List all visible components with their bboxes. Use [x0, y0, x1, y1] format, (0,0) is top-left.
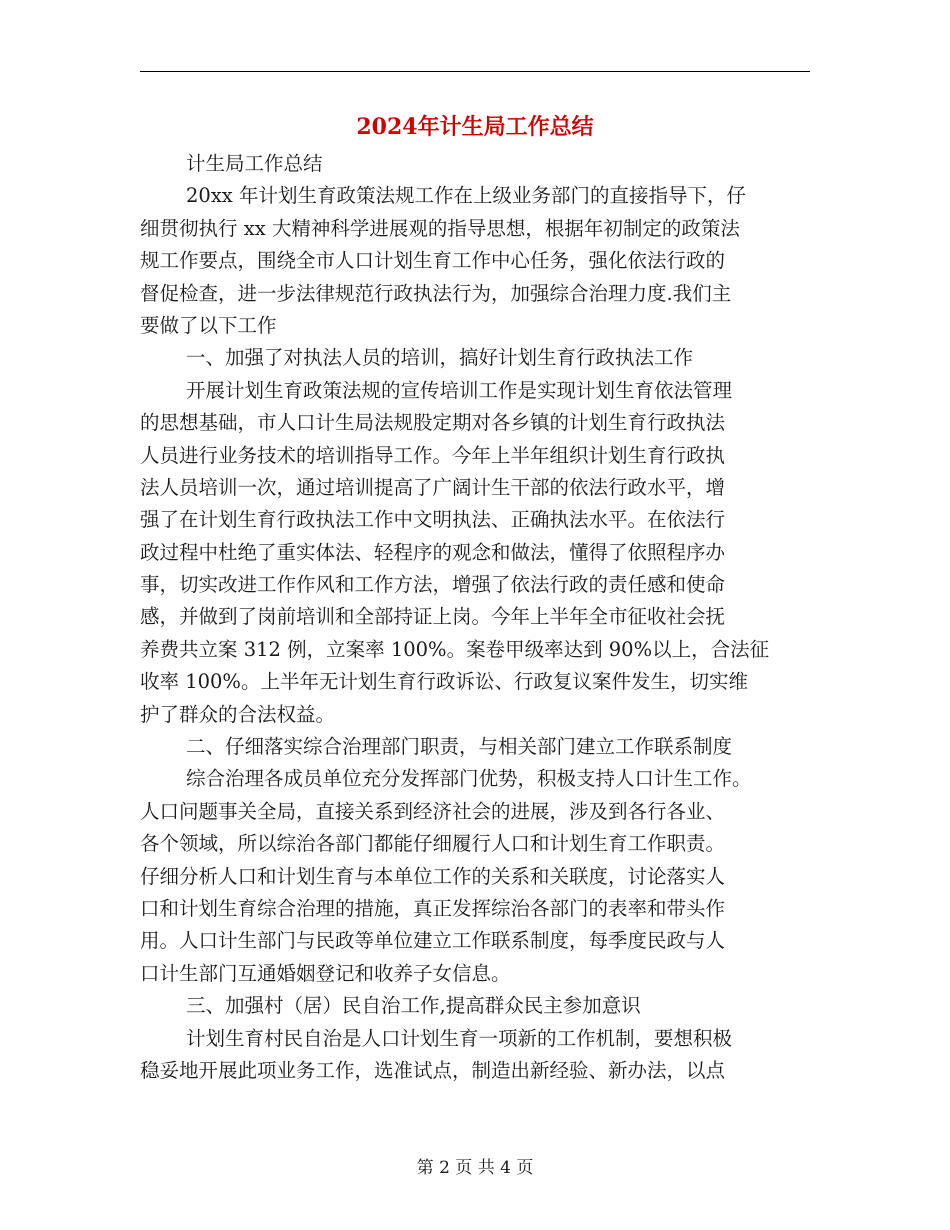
text-line: 用。人口计生部门与民政等单位建立工作联系制度，每季度民政与人: [140, 929, 726, 953]
text-line: 计划生育村民自治是人口计划生育一项新的工作机制，要想积极: [186, 1026, 733, 1050]
text-line: 的思想基础，市人口计生局法规股定期对各乡镇的计划生育行政执法: [140, 411, 726, 435]
text-line: 人口问题事关全局，直接关系到经济社会的进展，涉及到各行各业、: [140, 799, 726, 823]
text-line: 护了群众的合法权益。: [140, 702, 336, 726]
text-line: 法人员培训一次，通过培训提高了广阔计生干部的依法行政水平，增: [140, 475, 726, 499]
text-line: 养费共立案 312 例，立案率 100%。案卷甲级率达到 90%以上，合法征: [140, 637, 770, 661]
text-line: 一、加强了对执法人员的培训，搞好计划生育行政执法工作: [186, 346, 694, 370]
text-line: 督促检查，进一步法律规范行政执法行为，加强综合治理力度.我们主: [140, 281, 732, 305]
text-line: 要做了以下工作: [140, 313, 277, 337]
text-line: 稳妥地开展此项业务工作，选准试点，制造出新经验、新办法，以点: [140, 1058, 726, 1082]
header-rule: [140, 71, 810, 72]
document-title: 2024年计生局工作总结: [356, 114, 594, 140]
text-line: 事，切实改进工作作风和工作方法，增强了依法行政的责任感和使命: [140, 573, 726, 597]
text-line: 口和计划生育综合治理的措施，真正发挥综治各部门的表率和带头作: [140, 896, 726, 920]
text-line: 细贯彻执行 xx 大精神科学进展观的指导思想，根据年初制定的政策法: [140, 216, 740, 240]
document-body: [140, 148, 820, 1087]
text-line: 二、仔细落实综合治理部门职责，与相关部门建立工作联系制度: [186, 735, 733, 759]
page-footer: 第 2 页 共 4 页: [416, 1158, 534, 1178]
text-line: 收率 100%。上半年无计划生育行政诉讼、行政复议案件发生，切实维: [140, 670, 748, 694]
text-line: 感，并做到了岗前培训和全部持证上岗。今年上半年全市征收社会抚: [140, 605, 726, 629]
text-line: 三、加强村（居）民自治工作,提高群众民主参加意识: [186, 994, 641, 1018]
text-line: 计生局工作总结: [186, 152, 323, 175]
text-line: 口计生部门互通婚姻登记和收养子女信息。: [140, 961, 511, 985]
text-line: 20xx 年计划生育政策法规工作在上级业务部门的直接指导下，仔: [186, 184, 747, 208]
text-line: 人员进行业务技术的培训指导工作。今年上半年组织计划生育行政执: [140, 443, 726, 467]
text-line: 强了在计划生育行政执法工作中文明执法、正确执法水平。在依法行: [140, 508, 726, 532]
text-line: 各个领域，所以综治各部门都能仔细履行人口和计划生育工作职责。: [140, 832, 726, 856]
text-line: 综合治理各成员单位充分发挥部门优势，积极支持人口计生工作。: [186, 767, 752, 791]
text-line: 政过程中杜绝了重实体法、轻程序的观念和做法，懂得了依照程序办: [140, 540, 726, 564]
text-line: 规工作要点，围绕全市人口计划生育工作中心任务，强化依法行政的: [140, 249, 726, 273]
text-line: 仔细分析人口和计划生育与本单位工作的关系和关联度，讨论落实人: [140, 864, 726, 888]
text-line: 开展计划生育政策法规的宣传培训工作是实现计划生育依法管理: [186, 378, 733, 402]
